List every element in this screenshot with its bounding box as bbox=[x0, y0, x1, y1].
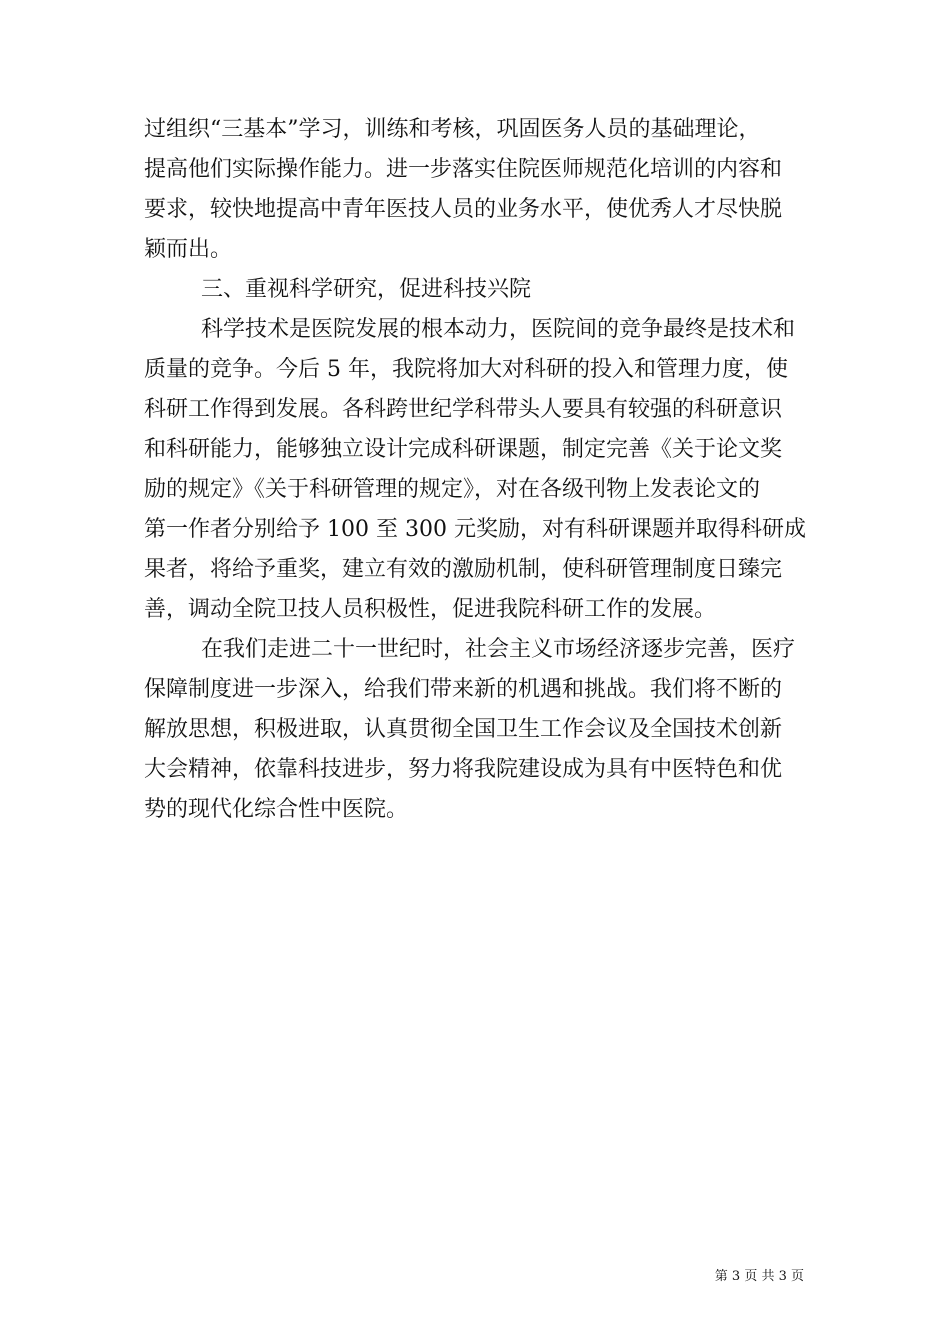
paragraph-line: 科研工作得到发展。各科跨世纪学科带头人要具有较强的科研意识 bbox=[144, 397, 783, 422]
paragraph-line: 保障制度进一步深入，给我们带来新的机遇和挑战。我们将不断的 bbox=[144, 677, 783, 702]
paragraph-line: 第一作者分别给予 100 至 300 元奖励，对有科研课题并取得科研成 bbox=[144, 517, 806, 542]
paragraph-line: 和科研能力，能够独立设计完成科研课题，制定完善《关于论文奖 bbox=[144, 437, 783, 462]
paragraph-line: 大会精神，依靠科技进步，努力将我院建设成为具有中医特色和优 bbox=[144, 757, 783, 782]
paragraph-line: 要求，较快地提高中青年医技人员的业务水平，使优秀人才尽快脱 bbox=[144, 197, 783, 222]
paragraph-line: 励的规定》《关于科研管理的规定》，对在各级刊物上发表论文的 bbox=[144, 477, 761, 502]
paragraph-line: 颖而出。 bbox=[144, 237, 233, 262]
paragraph-line: 善，调动全院卫技人员积极性，促进我院科研工作的发展。 bbox=[144, 597, 717, 622]
paragraph-line: 果者，将给予重奖，建立有效的激励机制，使科研管理制度日臻完 bbox=[144, 557, 783, 582]
paragraph-line: 提高他们实际操作能力。进一步落实住院医师规范化培训的内容和 bbox=[144, 157, 783, 182]
section-heading: 三、重视科学研究，促进科技兴院 bbox=[201, 277, 532, 302]
paragraph-line: 在我们走进二十一世纪时，社会主义市场经济逐步完善，医疗 bbox=[201, 637, 796, 662]
paragraph-line: 科学技术是医院发展的根本动力，医院间的竞争最终是技术和 bbox=[201, 317, 796, 342]
document-body bbox=[144, 110, 814, 830]
paragraph-conclusion bbox=[144, 630, 814, 830]
page-number-footer: 第 3 页 共 3 页 bbox=[714, 1269, 804, 1284]
paragraph-line: 势的现代化综合性中医院。 bbox=[144, 797, 409, 822]
paragraph-line: 过组织“三基本”学习，训练和考核，巩固医务人员的基础理论， bbox=[144, 117, 761, 142]
paragraph-continued bbox=[144, 110, 814, 270]
paragraph-research bbox=[144, 310, 814, 630]
paragraph-line: 解放思想，积极进取，认真贯彻全国卫生工作会议及全国技术创新 bbox=[144, 717, 783, 742]
paragraph-line: 质量的竞争。今后 5 年，我院将加大对科研的投入和管理力度，使 bbox=[144, 357, 788, 382]
